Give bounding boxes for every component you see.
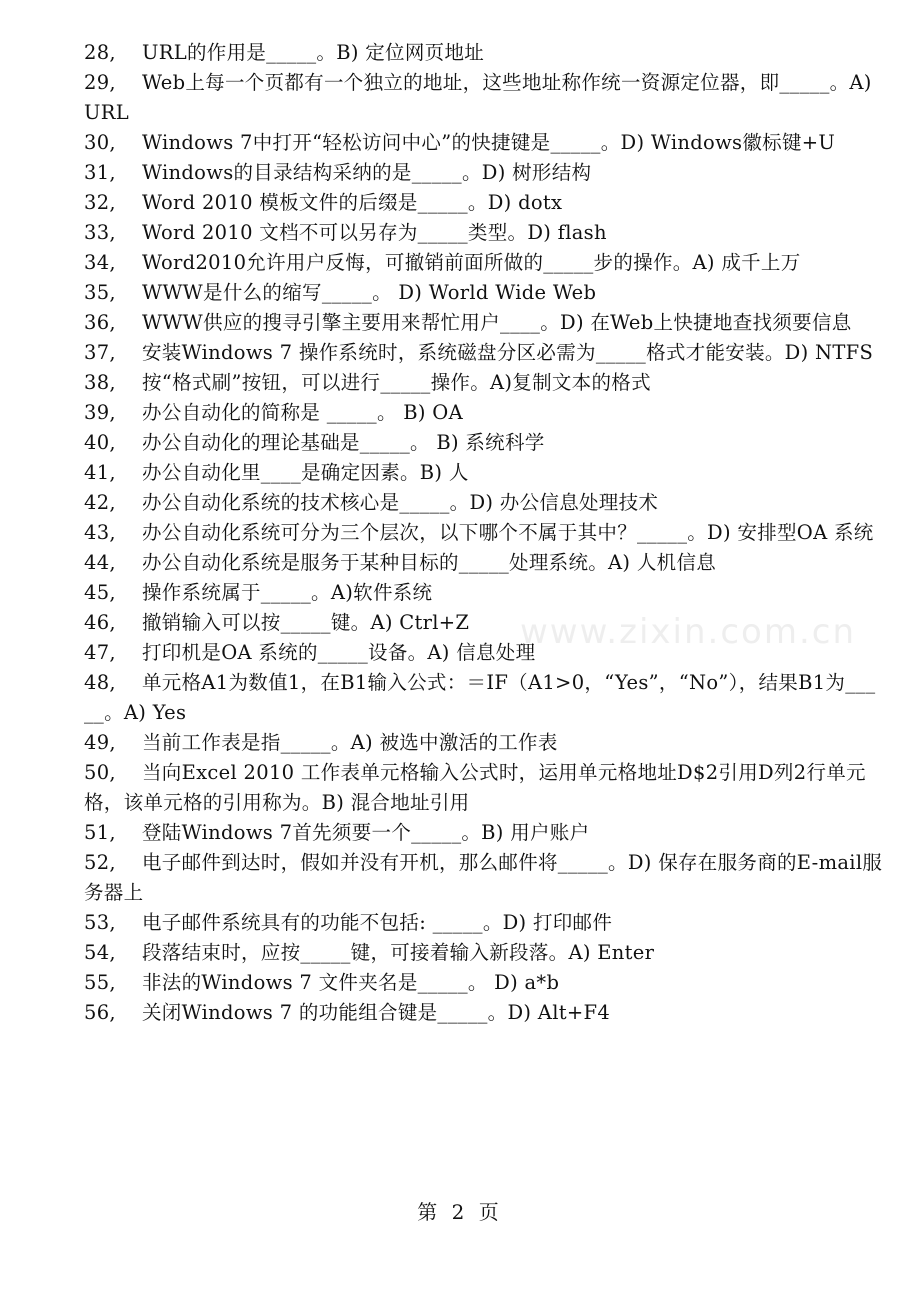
question-number: 54, [84,941,116,964]
question-number: 47, [84,641,116,664]
question-text: Word2010允许用户反悔，可撤销前面所做的_____步的操作。A) 成千上万 [142,251,801,274]
question-item [84,188,884,218]
question-item [84,68,884,128]
question-item [84,248,884,278]
question-text: Windows 7中打开“轻松访问中心”的快捷键是_____。D) Windows徽标键+U [142,131,836,154]
question-item [84,908,884,938]
question-item [84,458,884,488]
question-text: 按“格式刷”按钮，可以进行_____操作。A)复制文本的格式 [142,371,651,394]
question-number: 56, [84,1001,116,1024]
question-number: 46, [84,611,116,634]
question-number: 29, [84,71,116,94]
question-text: 办公自动化里____是确定因素。B) 人 [142,461,469,484]
page-footer: 第 2 页 [417,1200,503,1224]
question-number: 45, [84,581,116,604]
question-item [84,608,884,638]
question-text: 段落结束时，应按_____键，可接着输入新段落。A) Enter [142,941,655,964]
question-text: 非法的Windows 7 文件夹名是_____。 D) a*b [142,971,560,994]
question-text: Windows的目录结构采纳的是_____。D) 树形结构 [142,161,592,184]
question-item [84,488,884,518]
question-text: 办公自动化的理论基础是_____。 B) 系统科学 [142,431,545,454]
question-text: 当前工作表是指_____。A) 被选中激活的工作表 [142,731,558,754]
question-number: 31, [84,161,116,184]
question-number: 40, [84,431,116,454]
question-text: 办公自动化系统是服务于某种目标的_____处理系统。A) 人机信息 [142,551,717,574]
question-item [84,758,884,818]
question-text: 办公自动化系统的技术核心是_____。D) 办公信息处理技术 [142,491,659,514]
question-item [84,818,884,848]
question-text: 撤销输入可以按_____键。A) Ctrl+Z [142,611,470,634]
watermark-text: www.zixin.com.cn [520,612,856,652]
question-text: 登陆Windows 7首先须要一个_____。B) 用户账户 [142,821,590,844]
question-text: URL的作用是_____。B) 定位网页地址 [142,41,485,64]
question-number: 32, [84,191,116,214]
question-item [84,638,884,668]
question-text: 办公自动化的简称是 _____。 B) OA [142,401,463,424]
question-item [84,998,884,1028]
question-item [84,968,884,998]
question-text: 电子邮件到达时，假如并没有开机，那么邮件将_____。D) 保存在服务商的E-mail服务器上 [84,851,883,904]
question-number: 30, [84,131,116,154]
question-number: 44, [84,551,116,574]
question-number: 52, [84,851,116,874]
question-number: 41, [84,461,116,484]
question-text: WWW供应的搜寻引擎主要用来帮忙用户____。D) 在Web上快捷地查找须要信息 [142,311,852,334]
question-number: 35, [84,281,116,304]
question-item [84,578,884,608]
question-text: 办公自动化系统可分为三个层次，以下哪个不属于其中？_____。D) 安排型OA 系统 [142,521,874,544]
question-item [84,668,884,728]
question-item [84,728,884,758]
question-number: 55, [84,971,116,994]
question-item [84,368,884,398]
question-item [84,518,884,548]
question-text: 当向Excel 2010 工作表单元格输入公式时，运用单元格地址D$2引用D列2行单元格，该单元格的引用称为。B) 混合地址引用 [84,761,866,814]
question-number: 39, [84,401,116,424]
question-item [84,848,884,908]
question-item [84,218,884,248]
question-text: WWW是什么的缩写_____。 D) World Wide Web [142,281,597,304]
question-text: 关闭Windows 7 的功能组合键是_____。D) Alt+F4 [142,1001,611,1024]
question-text: 单元格A1为数值1，在B1输入公式：＝IF（A1>0，“Yes”，“No”），结果B1为_____。A) Yes [84,671,876,724]
question-item [84,428,884,458]
question-item [84,548,884,578]
question-number: 33, [84,221,116,244]
question-number: 48, [84,671,116,694]
question-number: 53, [84,911,116,934]
question-item [84,38,884,68]
question-number: 36, [84,311,116,334]
question-number: 34, [84,251,116,274]
question-text: Word 2010 模板文件的后缀是_____。D) dotx [142,191,563,214]
question-text: 电子邮件系统具有的功能不包括: _____。D) 打印邮件 [142,911,613,934]
question-text: 打印机是OA 系统的_____设备。A) 信息处理 [142,641,536,664]
question-item [84,128,884,158]
question-number: 51, [84,821,116,844]
question-number: 38, [84,371,116,394]
question-number: 43, [84,521,116,544]
question-text: Word 2010 文档不可以另存为_____类型。D) flash [142,221,607,244]
question-number: 37, [84,341,116,364]
question-item [84,338,884,368]
question-item [84,398,884,428]
question-list [84,38,884,1028]
question-number: 28, [84,41,116,64]
question-number: 42, [84,491,116,514]
question-text: 安装Windows 7 操作系统时，系统磁盘分区必需为_____格式才能安装。D) NTFS [142,341,874,364]
question-number: 50, [84,761,116,784]
question-item [84,308,884,338]
question-text: 操作系统属于_____。A)软件系统 [142,581,433,604]
question-text: Web上每一个页都有一个独立的地址，这些地址称作统一资源定位器，即_____。A) URL [84,71,872,124]
question-item [84,938,884,968]
question-item [84,158,884,188]
question-number: 49, [84,731,116,754]
question-item [84,278,884,308]
